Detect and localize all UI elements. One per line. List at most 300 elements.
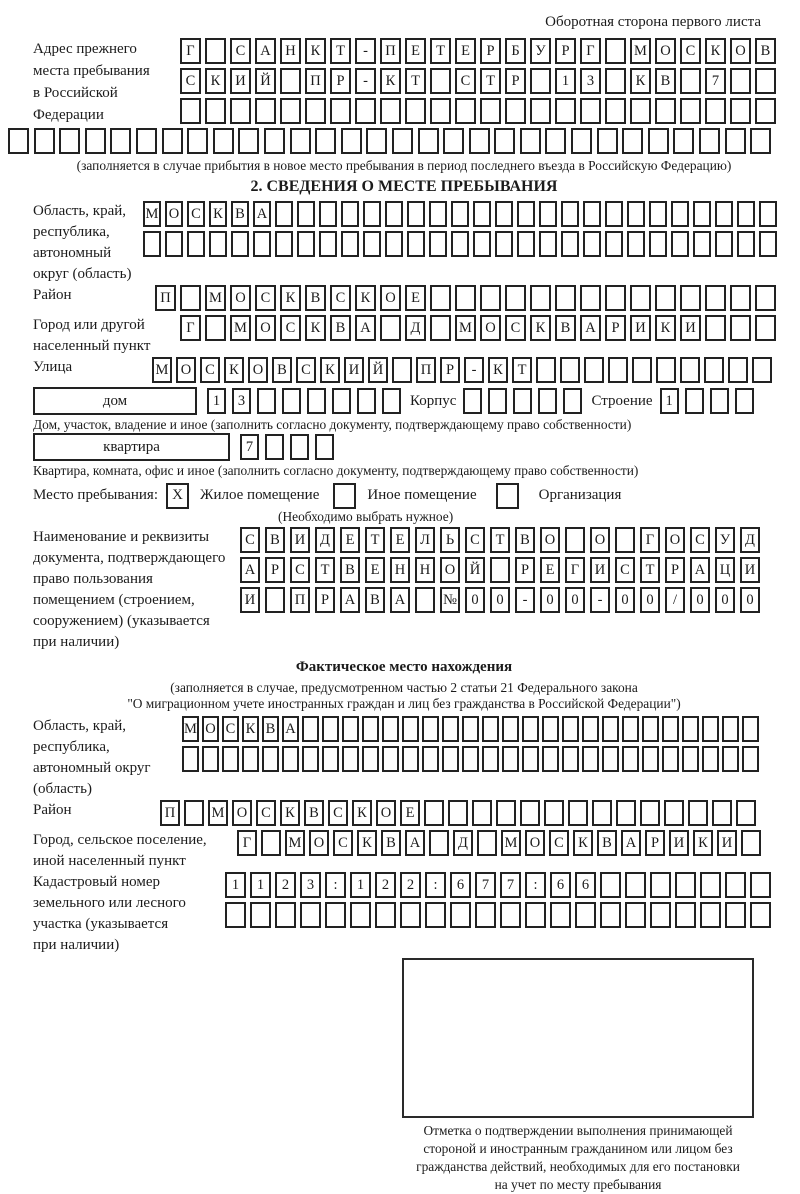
char-cell[interactable] [544, 800, 564, 826]
char-cell[interactable] [319, 201, 337, 227]
char-cell[interactable]: А [253, 201, 271, 227]
char-cell[interactable] [675, 872, 696, 898]
char-cell[interactable]: С [280, 315, 301, 341]
char-cell[interactable] [242, 746, 259, 772]
char-cell[interactable]: Е [340, 527, 360, 553]
char-cell[interactable] [8, 128, 29, 154]
char-cell[interactable]: Р [555, 38, 576, 64]
char-cell[interactable] [477, 830, 497, 856]
char-cell[interactable] [143, 231, 161, 257]
char-cell[interactable] [592, 800, 612, 826]
char-cell[interactable]: С [505, 315, 526, 341]
char-cell[interactable]: 1 [250, 872, 271, 898]
char-cell[interactable]: Й [465, 557, 485, 583]
char-cell[interactable] [325, 902, 346, 928]
char-cell[interactable] [300, 902, 321, 928]
char-cell[interactable] [222, 746, 239, 772]
char-cell[interactable]: 3 [300, 872, 321, 898]
char-cell[interactable] [755, 315, 776, 341]
char-cell[interactable]: У [530, 38, 551, 64]
char-cell[interactable] [700, 902, 721, 928]
char-cell[interactable]: Е [540, 557, 560, 583]
char-cell[interactable] [642, 716, 659, 742]
char-cell[interactable]: М [630, 38, 651, 64]
char-cell[interactable] [341, 201, 359, 227]
char-cell[interactable] [630, 285, 651, 311]
char-cell[interactable] [385, 231, 403, 257]
char-cell[interactable] [580, 98, 601, 124]
char-cell[interactable]: К [280, 800, 300, 826]
char-cell[interactable]: Р [315, 587, 335, 613]
char-cell[interactable] [522, 746, 539, 772]
char-cell[interactable]: К [530, 315, 551, 341]
char-cell[interactable]: М [143, 201, 161, 227]
char-cell[interactable] [605, 285, 626, 311]
char-cell[interactable] [322, 716, 339, 742]
char-cell[interactable]: М [285, 830, 305, 856]
char-cell[interactable]: Д [405, 315, 426, 341]
char-cell[interactable] [715, 231, 733, 257]
char-cell[interactable]: Е [365, 557, 385, 583]
char-cell[interactable] [473, 231, 491, 257]
char-cell[interactable] [430, 68, 451, 94]
char-cell[interactable]: Т [640, 557, 660, 583]
char-cell[interactable]: А [255, 38, 276, 64]
char-cell[interactable]: К [693, 830, 713, 856]
char-cell[interactable] [407, 231, 425, 257]
char-cell[interactable] [525, 902, 546, 928]
char-cell[interactable] [530, 285, 551, 311]
char-cell[interactable]: К [488, 357, 508, 383]
char-cell[interactable] [627, 201, 645, 227]
char-cell[interactable] [442, 746, 459, 772]
char-cell[interactable]: И [717, 830, 737, 856]
char-cell[interactable]: Е [400, 800, 420, 826]
char-cell[interactable]: 6 [575, 872, 596, 898]
char-cell[interactable] [571, 128, 592, 154]
char-cell[interactable]: П [155, 285, 176, 311]
char-cell[interactable]: 6 [450, 872, 471, 898]
char-cell[interactable]: : [325, 872, 346, 898]
char-cell[interactable] [290, 128, 311, 154]
char-cell[interactable] [737, 201, 755, 227]
char-cell[interactable] [302, 746, 319, 772]
char-cell[interactable] [627, 231, 645, 257]
char-cell[interactable] [671, 231, 689, 257]
char-cell[interactable] [253, 231, 271, 257]
checkbox-inoe-pomeshchenie[interactable] [333, 483, 356, 509]
char-cell[interactable] [280, 98, 301, 124]
char-cell[interactable] [625, 872, 646, 898]
char-cell[interactable]: В [330, 315, 351, 341]
char-cell[interactable]: В [597, 830, 617, 856]
char-cell[interactable]: В [340, 557, 360, 583]
char-cell[interactable]: 0 [740, 587, 760, 613]
char-cell[interactable]: С [290, 557, 310, 583]
char-cell[interactable] [680, 68, 701, 94]
char-cell[interactable]: Р [645, 830, 665, 856]
char-cell[interactable] [530, 68, 551, 94]
char-cell[interactable]: Г [180, 315, 201, 341]
char-cell[interactable] [330, 98, 351, 124]
char-cell[interactable] [750, 902, 771, 928]
char-cell[interactable] [264, 128, 285, 154]
char-cell[interactable] [656, 357, 676, 383]
char-cell[interactable] [505, 98, 526, 124]
char-cell[interactable]: Й [368, 357, 388, 383]
char-cell[interactable] [642, 746, 659, 772]
char-cell[interactable] [500, 902, 521, 928]
char-cell[interactable]: М [205, 285, 226, 311]
char-cell[interactable]: А [240, 557, 260, 583]
char-cell[interactable]: В [555, 315, 576, 341]
char-cell[interactable]: 0 [615, 587, 635, 613]
char-cell[interactable]: С [465, 527, 485, 553]
char-cell[interactable] [539, 231, 557, 257]
char-cell[interactable] [205, 38, 226, 64]
char-cell[interactable] [680, 357, 700, 383]
char-cell[interactable] [582, 716, 599, 742]
char-cell[interactable] [495, 201, 513, 227]
char-cell[interactable] [205, 315, 226, 341]
char-cell[interactable] [182, 746, 199, 772]
char-cell[interactable]: 1 [350, 872, 371, 898]
char-cell[interactable] [282, 746, 299, 772]
char-cell[interactable]: К [305, 315, 326, 341]
char-cell[interactable] [202, 746, 219, 772]
char-cell[interactable]: О [480, 315, 501, 341]
char-cell[interactable]: Е [455, 38, 476, 64]
char-cell[interactable]: К [205, 68, 226, 94]
char-cell[interactable]: У [715, 527, 735, 553]
char-cell[interactable]: Г [580, 38, 601, 64]
char-cell[interactable] [649, 231, 667, 257]
char-cell[interactable] [702, 746, 719, 772]
char-cell[interactable]: О [165, 201, 183, 227]
char-cell[interactable]: И [230, 68, 251, 94]
char-cell[interactable] [265, 434, 284, 460]
char-cell[interactable]: А [690, 557, 710, 583]
char-cell[interactable]: - [355, 68, 376, 94]
char-cell[interactable] [187, 231, 205, 257]
char-cell[interactable] [480, 285, 501, 311]
char-cell[interactable]: О [525, 830, 545, 856]
char-cell[interactable] [662, 716, 679, 742]
char-cell[interactable] [725, 902, 746, 928]
char-cell[interactable] [462, 716, 479, 742]
char-cell[interactable] [415, 587, 435, 613]
char-cell[interactable]: Р [480, 38, 501, 64]
char-cell[interactable] [597, 128, 618, 154]
char-cell[interactable] [700, 872, 721, 898]
char-cell[interactable] [605, 68, 626, 94]
char-cell[interactable] [752, 357, 772, 383]
char-cell[interactable]: К [320, 357, 340, 383]
char-cell[interactable] [649, 201, 667, 227]
char-cell[interactable]: В [265, 527, 285, 553]
char-cell[interactable]: М [501, 830, 521, 856]
char-cell[interactable] [759, 201, 777, 227]
char-cell[interactable] [402, 716, 419, 742]
char-cell[interactable] [472, 800, 492, 826]
char-cell[interactable]: Н [415, 557, 435, 583]
char-cell[interactable]: О [440, 557, 460, 583]
char-cell[interactable] [213, 128, 234, 154]
char-cell[interactable]: И [590, 557, 610, 583]
char-cell[interactable] [305, 98, 326, 124]
char-cell[interactable] [496, 800, 516, 826]
char-cell[interactable] [430, 285, 451, 311]
char-cell[interactable] [542, 746, 559, 772]
char-cell[interactable]: В [305, 285, 326, 311]
char-cell[interactable] [730, 285, 751, 311]
char-cell[interactable] [363, 231, 381, 257]
char-cell[interactable] [640, 800, 660, 826]
char-cell[interactable]: С [187, 201, 205, 227]
char-cell[interactable]: 0 [640, 587, 660, 613]
char-cell[interactable] [225, 902, 246, 928]
char-cell[interactable]: 1 [555, 68, 576, 94]
char-cell[interactable] [392, 128, 413, 154]
char-cell[interactable] [184, 800, 204, 826]
char-cell[interactable] [563, 388, 582, 414]
char-cell[interactable] [482, 716, 499, 742]
char-cell[interactable] [725, 128, 746, 154]
char-cell[interactable] [704, 357, 724, 383]
char-cell[interactable] [357, 388, 376, 414]
char-cell[interactable]: П [290, 587, 310, 613]
char-cell[interactable] [392, 357, 412, 383]
char-cell[interactable] [162, 128, 183, 154]
char-cell[interactable]: А [355, 315, 376, 341]
char-cell[interactable] [429, 231, 447, 257]
char-cell[interactable] [250, 902, 271, 928]
char-cell[interactable] [648, 128, 669, 154]
char-cell[interactable] [565, 527, 585, 553]
char-cell[interactable] [385, 201, 403, 227]
char-cell[interactable]: 0 [465, 587, 485, 613]
char-cell[interactable] [622, 746, 639, 772]
char-cell[interactable]: М [152, 357, 172, 383]
char-cell[interactable] [655, 285, 676, 311]
char-cell[interactable] [429, 201, 447, 227]
char-cell[interactable] [730, 68, 751, 94]
char-cell[interactable]: : [525, 872, 546, 898]
char-cell[interactable] [682, 746, 699, 772]
char-cell[interactable] [517, 231, 535, 257]
char-cell[interactable] [455, 285, 476, 311]
char-cell[interactable] [693, 201, 711, 227]
char-cell[interactable] [238, 128, 259, 154]
char-cell[interactable]: С [296, 357, 316, 383]
char-cell[interactable]: И [680, 315, 701, 341]
char-cell[interactable]: А [621, 830, 641, 856]
char-cell[interactable]: М [455, 315, 476, 341]
char-cell[interactable] [759, 231, 777, 257]
char-cell[interactable] [561, 201, 579, 227]
char-cell[interactable]: С [200, 357, 220, 383]
char-cell[interactable]: Д [315, 527, 335, 553]
char-cell[interactable] [422, 716, 439, 742]
char-cell[interactable]: Ц [715, 557, 735, 583]
char-cell[interactable]: С [615, 557, 635, 583]
char-cell[interactable] [502, 716, 519, 742]
char-cell[interactable] [290, 434, 309, 460]
char-cell[interactable] [680, 98, 701, 124]
char-cell[interactable] [490, 557, 510, 583]
char-cell[interactable] [664, 800, 684, 826]
char-cell[interactable] [513, 388, 532, 414]
char-cell[interactable] [297, 231, 315, 257]
char-cell[interactable] [655, 98, 676, 124]
char-cell[interactable] [355, 98, 376, 124]
char-cell[interactable]: 2 [275, 872, 296, 898]
char-cell[interactable]: - [590, 587, 610, 613]
char-cell[interactable] [275, 231, 293, 257]
char-cell[interactable] [722, 716, 739, 742]
char-cell[interactable]: 3 [232, 388, 251, 414]
char-cell[interactable] [582, 746, 599, 772]
char-cell[interactable] [600, 872, 621, 898]
char-cell[interactable] [539, 201, 557, 227]
char-cell[interactable] [517, 201, 535, 227]
char-cell[interactable]: В [272, 357, 292, 383]
char-cell[interactable] [85, 128, 106, 154]
checkbox-zhiloe-pomeshchenie[interactable]: X [166, 483, 189, 509]
char-cell[interactable]: Р [505, 68, 526, 94]
char-cell[interactable]: Т [405, 68, 426, 94]
char-cell[interactable] [680, 285, 701, 311]
char-cell[interactable] [180, 285, 201, 311]
char-cell[interactable] [520, 128, 541, 154]
char-cell[interactable]: С [330, 285, 351, 311]
char-cell[interactable]: С [333, 830, 353, 856]
char-cell[interactable]: Е [390, 527, 410, 553]
char-cell[interactable] [297, 201, 315, 227]
char-cell[interactable] [502, 746, 519, 772]
char-cell[interactable]: 7 [500, 872, 521, 898]
char-cell[interactable] [469, 128, 490, 154]
char-cell[interactable] [443, 128, 464, 154]
char-cell[interactable] [261, 830, 281, 856]
char-cell[interactable]: К [573, 830, 593, 856]
char-cell[interactable] [315, 434, 334, 460]
char-cell[interactable]: С [328, 800, 348, 826]
char-cell[interactable] [265, 587, 285, 613]
char-cell[interactable]: В [304, 800, 324, 826]
char-cell[interactable]: К [355, 285, 376, 311]
char-cell[interactable]: И [669, 830, 689, 856]
char-cell[interactable]: П [305, 68, 326, 94]
char-cell[interactable] [488, 388, 507, 414]
char-cell[interactable]: И [344, 357, 364, 383]
char-cell[interactable]: Г [180, 38, 201, 64]
char-cell[interactable]: К [630, 68, 651, 94]
char-cell[interactable]: Г [565, 557, 585, 583]
char-cell[interactable]: В [755, 38, 776, 64]
char-cell[interactable] [605, 231, 623, 257]
checkbox-organizatsiya[interactable] [496, 483, 519, 509]
char-cell[interactable]: К [380, 68, 401, 94]
char-cell[interactable]: С [240, 527, 260, 553]
char-cell[interactable]: 1 [660, 388, 679, 414]
char-cell[interactable] [34, 128, 55, 154]
char-cell[interactable] [755, 285, 776, 311]
char-cell[interactable]: Т [315, 557, 335, 583]
char-cell[interactable] [462, 746, 479, 772]
char-cell[interactable] [650, 872, 671, 898]
char-cell[interactable] [555, 285, 576, 311]
char-cell[interactable] [675, 902, 696, 928]
char-cell[interactable] [480, 98, 501, 124]
char-cell[interactable]: А [405, 830, 425, 856]
char-cell[interactable] [580, 285, 601, 311]
char-cell[interactable]: А [580, 315, 601, 341]
char-cell[interactable]: 0 [490, 587, 510, 613]
char-cell[interactable]: Е [405, 38, 426, 64]
char-cell[interactable]: П [416, 357, 436, 383]
char-cell[interactable] [715, 201, 733, 227]
char-cell[interactable] [463, 388, 482, 414]
char-cell[interactable] [662, 746, 679, 772]
char-cell[interactable]: Т [330, 38, 351, 64]
char-cell[interactable] [560, 357, 580, 383]
char-cell[interactable] [742, 746, 759, 772]
char-cell[interactable] [442, 716, 459, 742]
char-cell[interactable]: В [262, 716, 279, 742]
char-cell[interactable] [350, 902, 371, 928]
char-cell[interactable]: - [355, 38, 376, 64]
char-cell[interactable] [750, 128, 771, 154]
char-cell[interactable] [728, 357, 748, 383]
char-cell[interactable] [257, 388, 276, 414]
char-cell[interactable]: 7 [475, 872, 496, 898]
char-cell[interactable] [730, 315, 751, 341]
char-cell[interactable]: Т [512, 357, 532, 383]
char-cell[interactable] [622, 128, 643, 154]
char-cell[interactable] [725, 872, 746, 898]
char-cell[interactable] [755, 98, 776, 124]
char-cell[interactable] [608, 357, 628, 383]
char-cell[interactable] [382, 388, 401, 414]
char-cell[interactable]: О [309, 830, 329, 856]
char-cell[interactable]: А [340, 587, 360, 613]
char-cell[interactable] [380, 315, 401, 341]
char-cell[interactable] [710, 388, 729, 414]
char-cell[interactable] [231, 231, 249, 257]
char-cell[interactable] [430, 98, 451, 124]
char-cell[interactable] [673, 128, 694, 154]
char-cell[interactable] [545, 128, 566, 154]
char-cell[interactable] [605, 201, 623, 227]
char-cell[interactable]: С [680, 38, 701, 64]
char-cell[interactable] [741, 830, 761, 856]
char-cell[interactable]: Е [405, 285, 426, 311]
char-cell[interactable] [583, 201, 601, 227]
char-cell[interactable]: К [280, 285, 301, 311]
char-cell[interactable]: К [209, 201, 227, 227]
char-cell[interactable] [451, 201, 469, 227]
char-cell[interactable] [382, 716, 399, 742]
char-cell[interactable]: Н [390, 557, 410, 583]
char-cell[interactable] [561, 231, 579, 257]
char-cell[interactable] [205, 98, 226, 124]
char-cell[interactable] [110, 128, 131, 154]
char-cell[interactable]: С [222, 716, 239, 742]
char-cell[interactable] [342, 746, 359, 772]
char-cell[interactable]: Й [255, 68, 276, 94]
char-cell[interactable] [282, 388, 301, 414]
